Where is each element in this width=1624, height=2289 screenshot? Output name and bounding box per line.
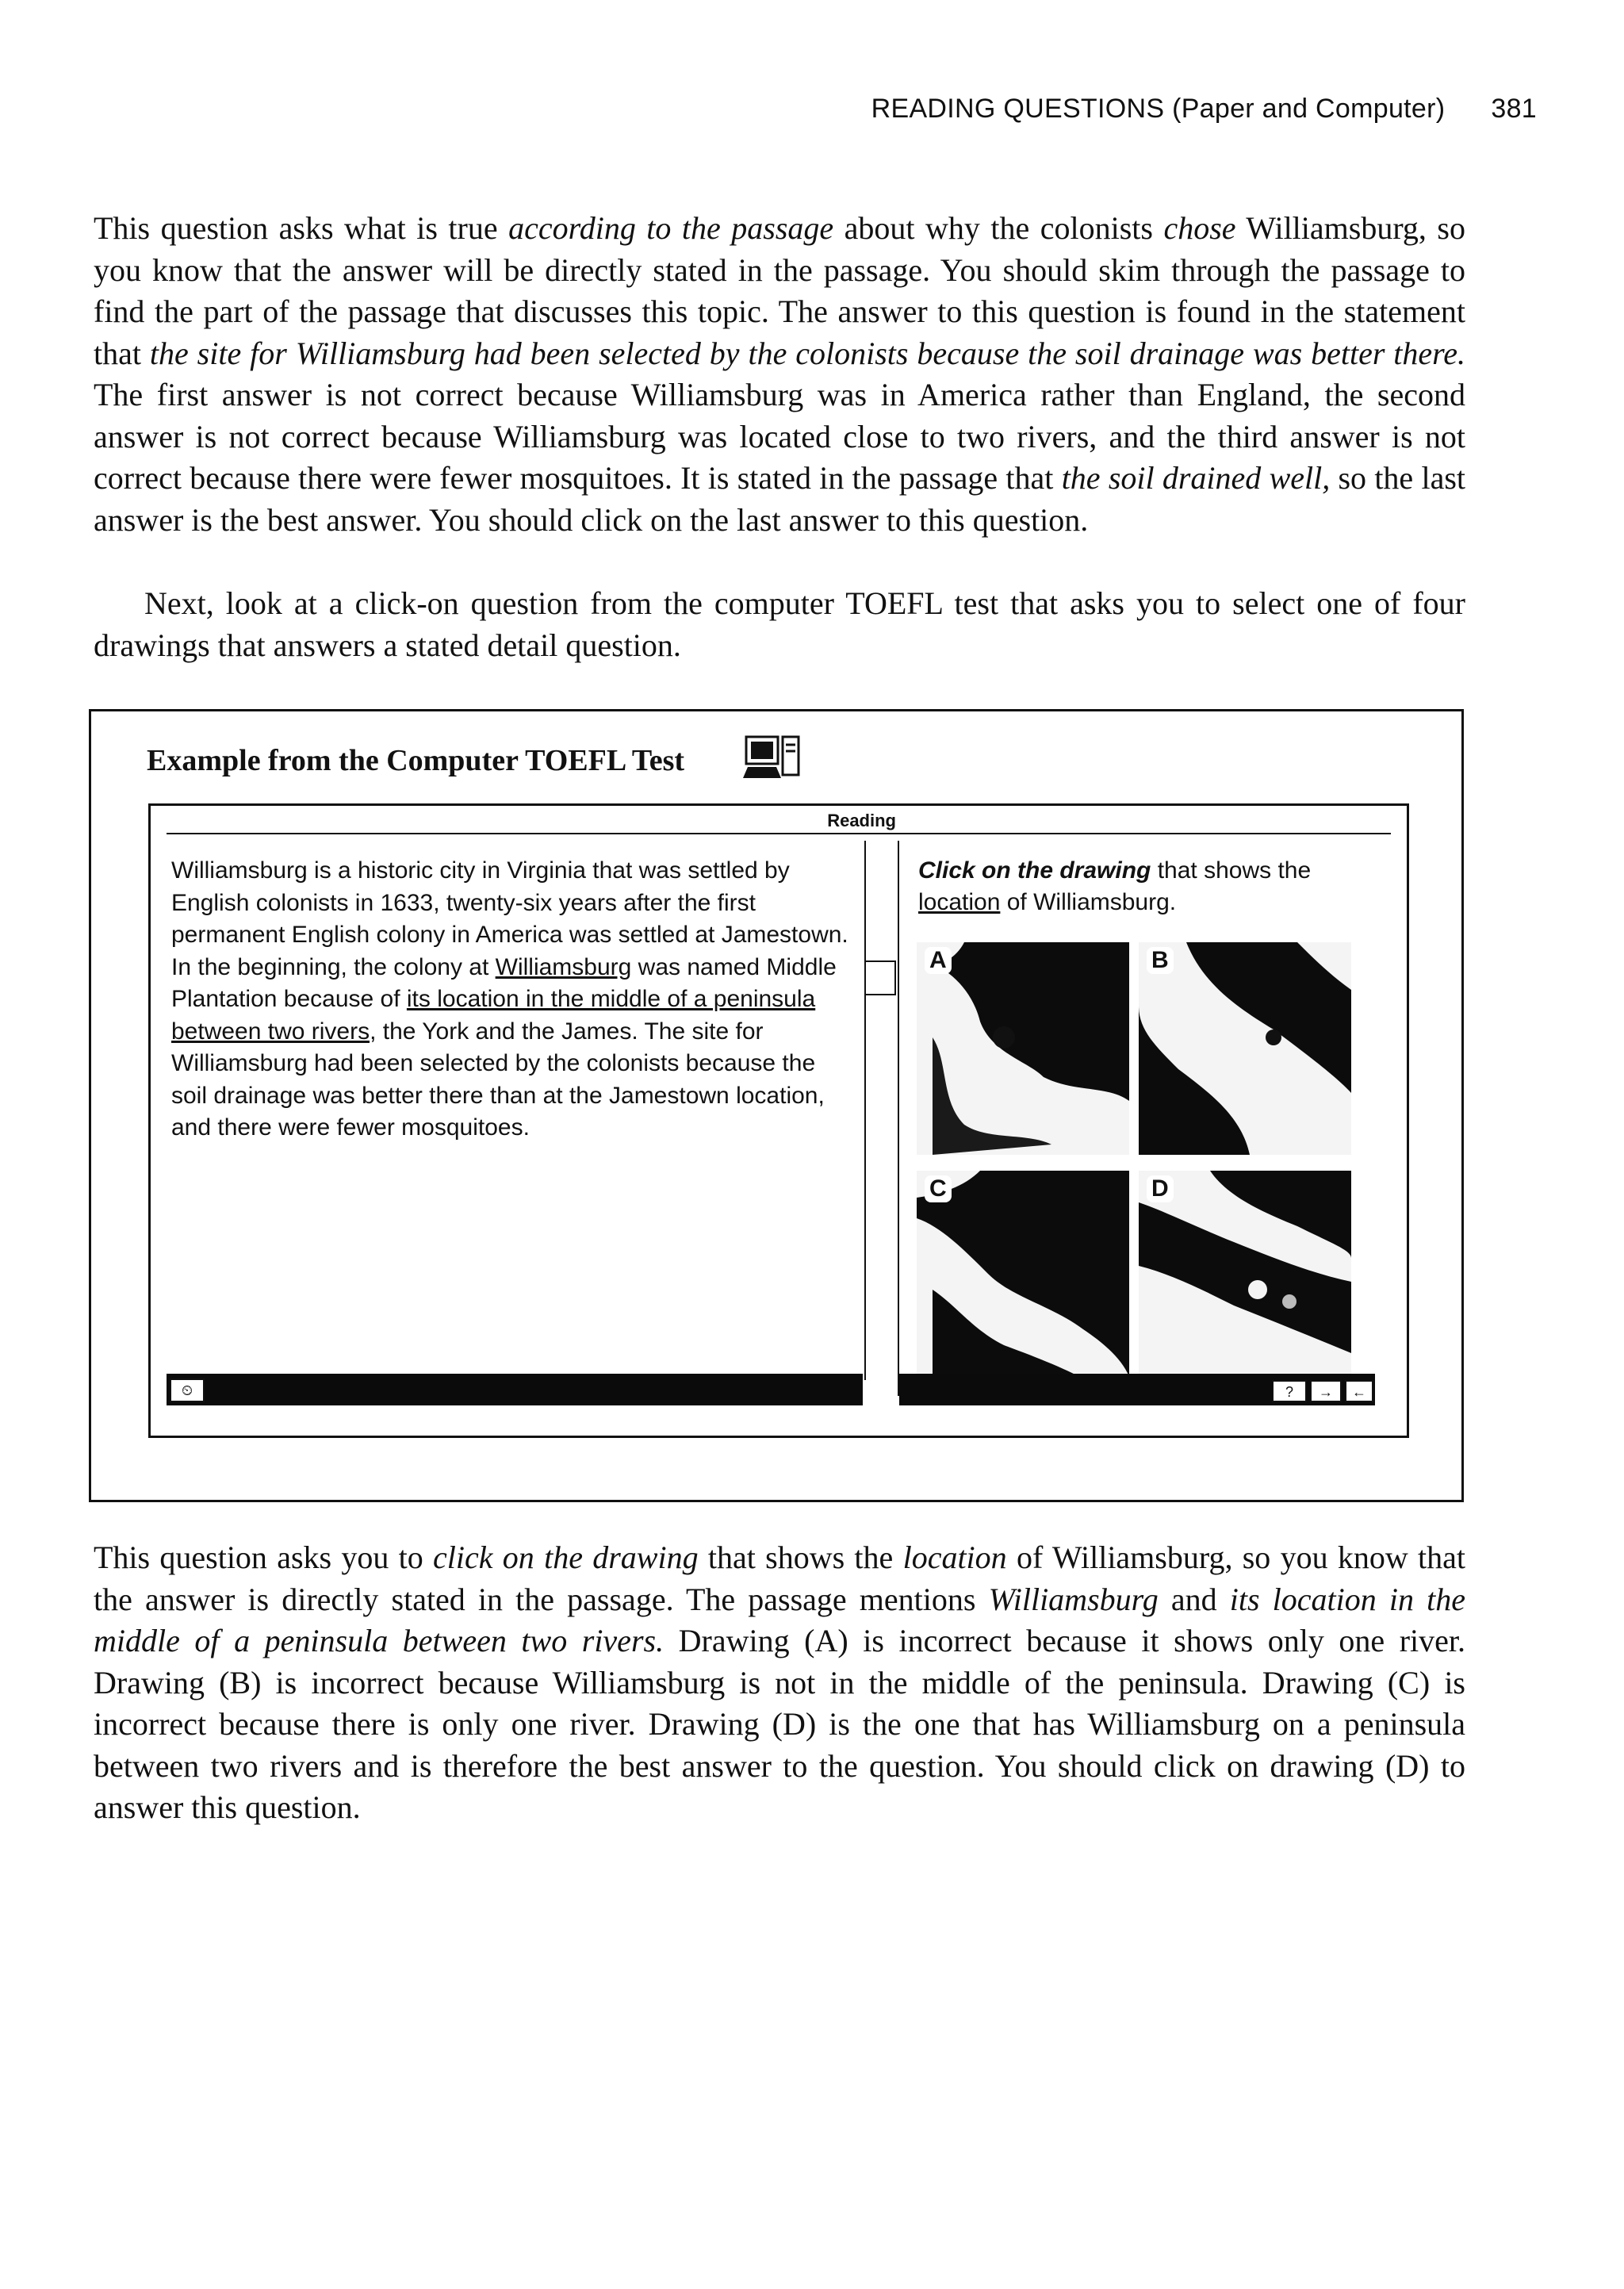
pane-divider-left: [864, 841, 866, 1380]
passage-text-3: the York and the James. The site for Williamsburg had been selected by the colonists because the soil drainage was better there than at the Jamestown location, and there were fewer mosquitoes.: [171, 1018, 825, 1141]
running-head-title: READING QUESTIONS (Paper and Computer): [871, 94, 1446, 124]
map-drawing-c-image: [917, 1171, 1129, 1383]
question-bold: Click on the drawing: [918, 857, 1151, 884]
running-head: [87, 94, 1537, 125]
p1-text-4: The first answer is not correct because Williamsburg was in America rather than England, the second answer is not correct because Williamsburg was located close to two rivers, and the third answer is not correct because there were fewer mosquitoes. It is stated in the passage that: [94, 377, 1465, 496]
paragraph-2: Next, look at a click-on question from the computer TOEFL test that asks you to select one of four drawings that answers a stated detail question.: [94, 585, 1465, 663]
p1-italic-2: chose: [1163, 210, 1236, 246]
p3-italic-4: its location in the middle of a peninsula between two rivers.: [94, 1581, 1465, 1658]
back-button[interactable]: ←: [1345, 1380, 1373, 1402]
scroll-handle[interactable]: [864, 960, 896, 995]
p3-text-2: that shows the: [698, 1539, 903, 1575]
p1-text-1: This question asks what is true: [94, 210, 509, 246]
p3-italic-3: Williamsburg: [988, 1581, 1159, 1617]
example-box: [89, 709, 1464, 1502]
question-text-1: that shows the: [1151, 857, 1312, 884]
next-button[interactable]: →: [1310, 1380, 1342, 1402]
question-text-2: of Williamsburg.: [1000, 889, 1177, 915]
p3-text-4: and: [1158, 1581, 1230, 1617]
toefl-screen: [148, 803, 1409, 1438]
p1-italic-4: the soil drained well,: [1061, 460, 1331, 496]
p1-italic-3: the site for Williamsburg had been selected by the colonists because the soil drainage was better there.: [149, 335, 1466, 371]
passage-underline-2: its location in the middle of a peninsula between two rivers,: [171, 986, 816, 1045]
map-drawing-a-image: [917, 942, 1129, 1155]
p1-italic-1: according to the passage: [508, 210, 834, 246]
p3-text-3: of Williamsburg, so you know that the answer is directly stated in the passage. The passage mentions: [94, 1539, 1465, 1617]
p1-text-2: about why the colonists: [833, 210, 1164, 246]
drawing-b-label: B: [1147, 947, 1174, 974]
passage-text-2: was named Middle Plantation because of: [171, 953, 837, 1012]
map-drawing-b-image: [1139, 942, 1351, 1155]
screen-title: Reading: [827, 811, 896, 830]
question-underline: location: [918, 889, 1001, 915]
paragraph-3: [94, 1537, 1465, 1829]
p3-italic-1: click on the drawing: [433, 1539, 699, 1575]
example-title: Example from the Computer TOEFL Test: [147, 744, 685, 777]
map-drawing-d-image: [1139, 1171, 1351, 1383]
time-button[interactable]: ⏲: [170, 1378, 205, 1402]
drawing-a[interactable]: [917, 942, 1129, 1155]
drawing-d-label: D: [1147, 1175, 1174, 1202]
drawing-b[interactable]: [1139, 942, 1351, 1155]
p1-text-3: Williamsburg, so you know that the answer will be directly stated in the passage. You should skim through the passage to find the part of the passage that discusses this topic. The answer to this question is found in the statement that: [94, 210, 1465, 371]
toolbar-left: [167, 1374, 863, 1405]
page-number: 381: [1491, 94, 1537, 124]
p3-text-1: This question asks you to: [94, 1539, 434, 1575]
drawing-d[interactable]: [1139, 1171, 1351, 1383]
p3-text-5: Drawing (A) is incorrect because it shows only one river. Drawing (B) is incorrect because Williamsburg is not in the middle of the peninsula. Drawing (C) is incorrect because there is only one river. Drawing (D) is the one that has Williamsburg on a peninsula between two rivers and is therefore the best answer to the question. You should click on drawing (D) to answer this question.: [94, 1623, 1465, 1825]
drawing-c-label: C: [925, 1175, 952, 1202]
drawing-a-label: A: [925, 947, 952, 974]
reading-passage: [171, 855, 853, 1144]
p3-italic-2: location: [902, 1539, 1007, 1575]
computer-icon: [741, 734, 803, 781]
toolbar-right: [899, 1374, 1375, 1405]
paragraph-1: [94, 208, 1465, 541]
screen-title-rule: [167, 833, 1391, 834]
passage-text-1: Williamsburg is a historic city in Virginia that was settled by English colonists in 1633, twenty-six years after the first permanent English colony in America was settled at Jamestown. In the beginning, the colony at: [171, 857, 848, 980]
drawing-c[interactable]: [917, 1171, 1129, 1383]
question-prompt: [918, 855, 1378, 918]
p1-text-5: so the last answer is the best answer. You should click on the last answer to this question.: [94, 460, 1465, 538]
pane-divider-right: [898, 841, 899, 1396]
help-button[interactable]: ?: [1272, 1380, 1307, 1402]
passage-underline-1: Williamsburg: [495, 953, 632, 980]
